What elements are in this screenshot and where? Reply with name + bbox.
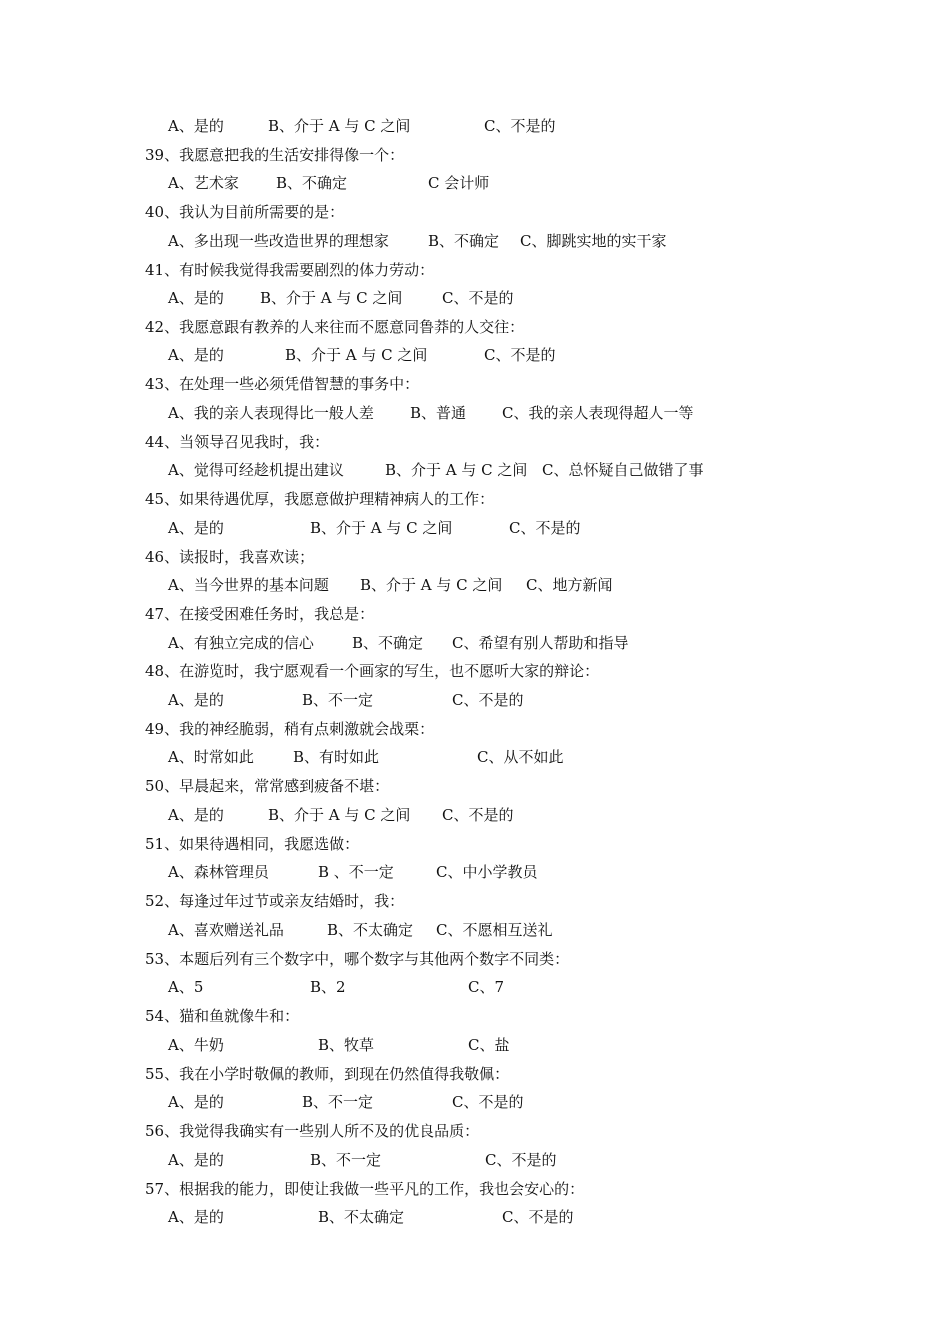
option-45-b: B、介于 A 与 C 之间 xyxy=(310,519,453,537)
option-54-a: A、牛奶 xyxy=(168,1036,224,1054)
option-45-c: C、不是的 xyxy=(509,519,581,537)
question-50: 50、早晨起来，常常感到疲备不堪： xyxy=(145,777,390,795)
option-51-c: C、中小学教员 xyxy=(436,863,538,881)
question-55: 55、我在小学时敬佩的教师，到现在仍然值得我敬佩： xyxy=(145,1065,510,1083)
question-39: 39、我愿意把我的生活安排得像一个： xyxy=(145,146,405,164)
question-53: 53、本题后列有三个数字中，哪个数字与其他两个数字不同类： xyxy=(145,950,570,968)
option-40-c: C、脚跳实地的实干家 xyxy=(520,232,667,250)
question-52: 52、每逢过年过节或亲友结婚时，我： xyxy=(145,892,405,910)
option-50-c: C、不是的 xyxy=(442,806,514,824)
question-57: 57、根据我的能力，即使让我做一些平凡的工作，我也会安心的： xyxy=(145,1180,585,1198)
option-48-a: A、是的 xyxy=(168,691,224,709)
option-43-c: C、我的亲人表现得超人一等 xyxy=(502,404,694,422)
option-40-b: B、不确定 xyxy=(428,232,500,250)
lead-option-b: B、介于 A 与 C 之间 xyxy=(268,117,411,135)
option-39-b: B、不确定 xyxy=(276,174,348,192)
lead-option-c: C、不是的 xyxy=(484,117,556,135)
option-51-a: A、森林管理员 xyxy=(168,863,269,881)
question-49: 49、我的神经脆弱，稍有点刺激就会战栗： xyxy=(145,720,435,738)
option-45-a: A、是的 xyxy=(168,519,224,537)
question-51: 51、如果待遇相同，我愿选做： xyxy=(145,835,360,853)
lead-option-a: A、是的 xyxy=(168,117,224,135)
question-56: 56、我觉得我确实有一些别人所不及的优良品质： xyxy=(145,1122,480,1140)
option-46-c: C、地方新闻 xyxy=(526,576,613,594)
question-40: 40、我认为目前所需要的是： xyxy=(145,203,345,221)
question-46: 46、读报时，我喜欢读； xyxy=(145,548,315,566)
option-53-c: C、7 xyxy=(468,978,505,996)
option-55-a: A、是的 xyxy=(168,1093,224,1111)
option-43-b: B、普通 xyxy=(410,404,467,422)
option-43-a: A、我的亲人表现得比一般人差 xyxy=(168,404,374,422)
option-48-b: B、不一定 xyxy=(302,691,374,709)
option-57-a: A、是的 xyxy=(168,1208,224,1226)
option-40-a: A、多出现一些改造世界的理想家 xyxy=(168,232,389,250)
option-52-a: A、喜欢赠送礼品 xyxy=(168,921,284,939)
option-56-a: A、是的 xyxy=(168,1151,224,1169)
option-42-a: A、是的 xyxy=(168,346,224,364)
option-39-a: A、艺术家 xyxy=(168,174,239,192)
option-50-a: A、是的 xyxy=(168,806,224,824)
option-49-a: A、时常如此 xyxy=(168,748,254,766)
option-57-c: C、不是的 xyxy=(502,1208,574,1226)
question-47: 47、在接受困难任务时，我总是： xyxy=(145,605,375,623)
option-41-c: C、不是的 xyxy=(442,289,514,307)
option-50-b: B、介于 A 与 C 之间 xyxy=(268,806,411,824)
option-56-b: B、不一定 xyxy=(310,1151,382,1169)
question-45: 45、如果待遇优厚，我愿意做护理精神病人的工作： xyxy=(145,490,495,508)
option-44-b: B、介于 A 与 C 之间 xyxy=(385,461,528,479)
option-48-c: C、不是的 xyxy=(452,691,524,709)
option-53-b: B、2 xyxy=(310,978,346,996)
option-52-c: C、不愿相互送礼 xyxy=(436,921,553,939)
option-44-c: C、总怀疑自己做错了事 xyxy=(542,461,704,479)
option-44-a: A、觉得可经趁机提出建议 xyxy=(168,461,344,479)
option-41-a: A、是的 xyxy=(168,289,224,307)
option-53-a: A、5 xyxy=(168,978,204,996)
question-42: 42、我愿意跟有教养的人来往而不愿意同鲁莽的人交往： xyxy=(145,318,525,336)
question-41: 41、有时候我觉得我需要剧烈的体力劳动： xyxy=(145,261,435,279)
option-42-b: B、介于 A 与 C 之间 xyxy=(285,346,428,364)
question-44: 44、当领导召见我时，我： xyxy=(145,433,330,451)
option-49-b: B、有时如此 xyxy=(293,748,380,766)
question-54: 54、猫和鱼就像牛和： xyxy=(145,1007,300,1025)
option-46-a: A、当今世界的基本问题 xyxy=(168,576,329,594)
option-54-b: B、牧草 xyxy=(318,1036,375,1054)
option-55-c: C、不是的 xyxy=(452,1093,524,1111)
option-56-c: C、不是的 xyxy=(485,1151,557,1169)
question-43: 43、在处理一些必须凭借智慧的事务中： xyxy=(145,375,420,393)
option-47-c: C、希望有别人帮助和指导 xyxy=(452,634,629,652)
option-52-b: B、不太确定 xyxy=(327,921,414,939)
option-47-b: B、不确定 xyxy=(352,634,424,652)
option-57-b: B、不太确定 xyxy=(318,1208,405,1226)
option-42-c: C、不是的 xyxy=(484,346,556,364)
option-51-b: B 、不一定 xyxy=(318,863,394,881)
option-47-a: A、有独立完成的信心 xyxy=(168,634,314,652)
question-48: 48、在游览时，我宁愿观看一个画家的写生，也不愿听大家的辩论： xyxy=(145,662,600,680)
option-55-b: B、不一定 xyxy=(302,1093,374,1111)
option-49-c: C、从不如此 xyxy=(477,748,564,766)
option-41-b: B、介于 A 与 C 之间 xyxy=(260,289,403,307)
option-39-c: C 会计师 xyxy=(428,174,490,192)
option-46-b: B、介于 A 与 C 之间 xyxy=(360,576,503,594)
option-54-c: C、盐 xyxy=(468,1036,510,1054)
